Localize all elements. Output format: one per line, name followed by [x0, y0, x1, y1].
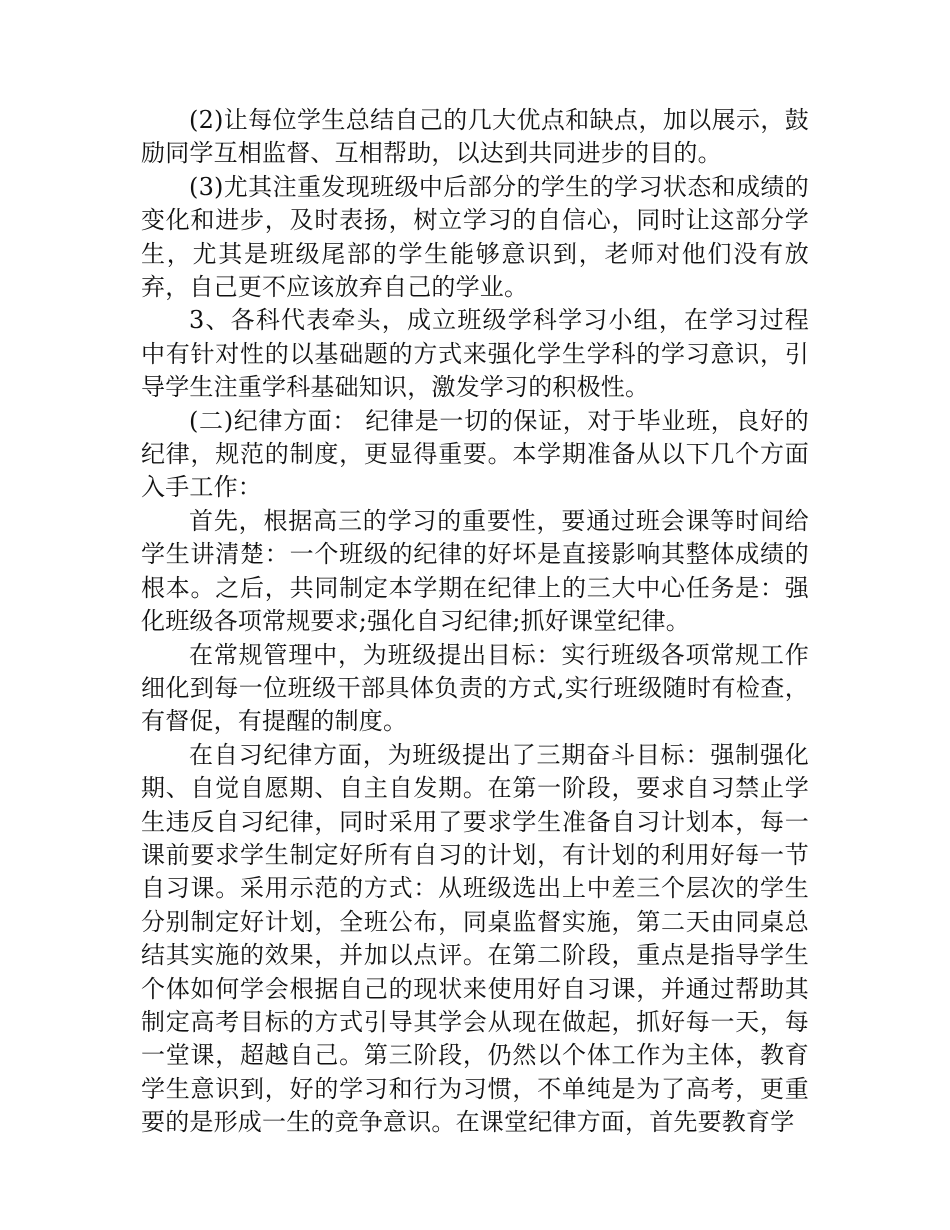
paragraph-4: (二)纪律方面： 纪律是一切的保证，对于毕业班，良好的纪律，规范的制度，更显得重要。本学期准备从以下几个方面入手工作： — [141, 406, 809, 502]
paragraph-6: 在常规管理中，为班级提出目标：实行班级各项常规工作细化到每一位班级干部具体负责的方式,实行班级随时有检查，有督促，有提醒的制度。 — [141, 640, 809, 736]
paragraph-7: 在自习纪律方面，为班级提出了三期奋斗目标：强制强化期、自觉自愿期、自主自发期。在第一阶段，要求自习禁止学生违反自习纪律，同时采用了要求学生准备自习计划本，每一课前要求学生制定好所有自习的计划，有计划的利用好每一节自习课。采用示范的方式：从班级选出上中差三个层次的学生分别制定好计划，全班公布，同桌监督实施，第二天由同桌总结其实施的效果，并加以点评。在第二阶段，重点是指导学生个体如何学会根据自己的现状来使用好自习课，并通过帮助其制定高考目标的方式引导其学会从现在做起，抓好每一天，每一堂课，超越自己。第三阶段，仍然以个体工作为主体，教育学生意识到，好的学习和行为习惯，不单纯是为了高考，更重要的是形成一生的竞争意识。在课堂纪律方面，首先要教育学 — [141, 740, 809, 1137]
paragraph-5: 首先，根据高三的学习的重要性，要通过班会课等时间给学生讲清楚：一个班级的纪律的好坏是直接影响其整体成绩的根本。之后，共同制定本学期在纪律上的三大中心任务是：强化班级各项常规要求;强化自习纪律;抓好课堂纪律。 — [141, 506, 809, 636]
paragraph-1: (2)让每位学生总结自己的几大优点和缺点，加以展示，鼓励同学互相监督、互相帮助，以达到共同进步的目的。 — [141, 106, 809, 168]
paragraph-2: (3)尤其注重发现班级中后部分的学生的学习状态和成绩的变化和进步，及时表扬，树立学习的自信心，同时让这部分学生，尤其是班级尾部的学生能够意识到，老师对他们没有放弃，自己更不应该放弃自己的学业。 — [141, 172, 809, 302]
document-body — [141, 104, 809, 1140]
paragraph-3: 3、各科代表牵头，成立班级学科学习小组，在学习过程中有针对性的以基础题的方式来强化学生学科的学习意识，引导学生注重学科基础知识，激发学习的积极性。 — [141, 306, 809, 402]
